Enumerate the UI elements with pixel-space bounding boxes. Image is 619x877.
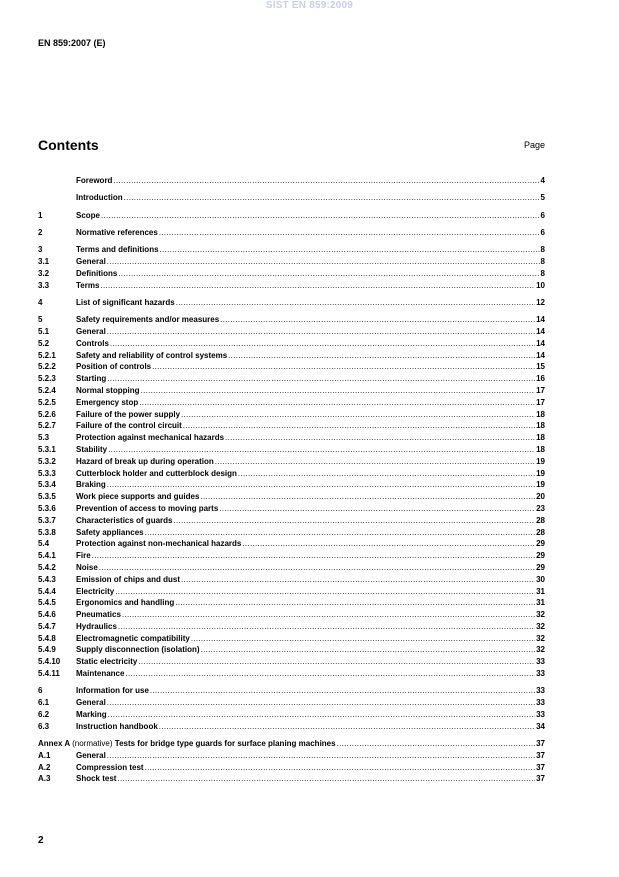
toc-entry-number: 5.4.9 xyxy=(38,645,56,655)
toc-entry[interactable] xyxy=(38,574,545,586)
toc-entry-title: Foreword xyxy=(76,176,113,185)
toc-leader-dots xyxy=(108,444,535,456)
toc-leader-dots xyxy=(228,350,535,362)
toc-entry[interactable] xyxy=(38,597,545,609)
toc-entry[interactable] xyxy=(38,479,545,491)
toc-leader-dots xyxy=(175,597,535,609)
contents-title: Contents xyxy=(38,137,99,153)
toc-entry-number: 5.4.10 xyxy=(38,657,61,667)
toc-entry-title: Safety and reliability of control systems xyxy=(76,350,228,360)
toc-entry[interactable] xyxy=(38,444,545,456)
toc-entry-title: Failure of the power supply xyxy=(76,409,181,419)
toc-entry-number: 5.3 xyxy=(38,433,50,443)
toc-entry-number: 5.4.8 xyxy=(38,633,56,643)
toc-entry-title: General xyxy=(76,256,106,266)
toc-leader-dots xyxy=(220,314,535,326)
toc-entry-number: 5.2.7 xyxy=(38,421,56,431)
toc-entry[interactable] xyxy=(38,773,545,785)
toc-entry[interactable] xyxy=(38,709,545,721)
toc-leader-dots xyxy=(225,432,535,444)
toc-leader-dots xyxy=(159,721,535,733)
toc-entry-page: 18 xyxy=(536,409,545,419)
toc-entry[interactable] xyxy=(38,527,545,539)
toc-entry-page: 28 xyxy=(536,527,545,537)
toc-leader-dots xyxy=(101,210,540,222)
toc-leader-dots xyxy=(113,175,539,187)
toc-entry[interactable] xyxy=(38,420,545,432)
toc-leader-dots xyxy=(183,420,535,432)
toc-entry-title: Safety appliances xyxy=(76,527,144,537)
toc-entry[interactable] xyxy=(38,314,545,326)
toc-entry-page: 19 xyxy=(536,456,545,466)
toc-entry-title: General xyxy=(76,750,106,760)
toc-leader-dots xyxy=(181,574,535,586)
toc-leader-dots xyxy=(107,479,535,491)
toc-entry-number: 5.1 xyxy=(38,326,50,336)
toc-entry[interactable] xyxy=(38,268,545,280)
toc-entry[interactable] xyxy=(38,244,545,256)
toc-entry-number: 5.2.1 xyxy=(38,350,56,360)
toc-entry[interactable] xyxy=(38,762,545,774)
toc-entry[interactable] xyxy=(38,326,545,338)
toc-entry-number: 4 xyxy=(38,297,43,307)
toc-entry-title: Hydraulics xyxy=(76,621,117,631)
toc-leader-dots xyxy=(108,709,535,721)
toc-leader-dots xyxy=(337,738,536,750)
toc-leader-dots xyxy=(107,697,535,709)
annex-normative-label: (normative) xyxy=(72,739,113,749)
toc-entry[interactable] xyxy=(38,515,545,527)
toc-entry-number: 6.1 xyxy=(38,698,50,708)
toc-entry-number: 5.3.1 xyxy=(38,444,56,454)
toc-entry-title: Instruction handbook xyxy=(76,721,158,731)
toc-entry-page: 37 xyxy=(536,762,545,772)
toc-entry-page: 16 xyxy=(536,374,545,384)
toc-entry-title: Protection against non-mechanical hazards xyxy=(76,539,242,549)
toc-entry-number: 5.2.4 xyxy=(38,385,56,395)
toc-entry[interactable] xyxy=(38,685,545,697)
toc-entry-title: Characteristics of guards xyxy=(76,515,173,525)
toc-entry-title: Position of controls xyxy=(76,362,152,372)
toc-entry-title: Stability xyxy=(76,444,108,454)
toc-entry-page: 28 xyxy=(536,515,545,525)
toc-entry-page: 14 xyxy=(536,315,545,325)
toc-entry-number: A.1 xyxy=(38,750,51,760)
toc-entry-page: 8 xyxy=(540,245,545,255)
toc-entry[interactable] xyxy=(38,456,545,468)
toc-entry[interactable] xyxy=(38,562,545,574)
toc-entry-title: Static electricity xyxy=(76,657,138,667)
toc-entry-page: 37 xyxy=(536,750,545,760)
toc-entry-title: Hazard of break up during operation xyxy=(76,456,214,466)
toc-entry[interactable] xyxy=(38,468,545,480)
toc-entry-title: Protection against mechanical hazards xyxy=(76,433,225,443)
toc-entry-title: Normal stopping xyxy=(76,385,140,395)
toc-entry-page: 32 xyxy=(536,633,545,643)
toc-entry-page: 5 xyxy=(540,193,545,203)
toc-entry-page: 8 xyxy=(540,268,545,278)
document-id: EN 859:2007 (E) xyxy=(38,38,106,48)
toc-leader-dots xyxy=(107,326,535,338)
toc-entry-page: 4 xyxy=(540,176,545,185)
toc-entry[interactable] xyxy=(38,633,545,645)
toc-leader-dots xyxy=(107,256,540,268)
toc-entry-page: 29 xyxy=(536,551,545,561)
toc-entry-title: Electromagnetic compatibility xyxy=(76,633,190,643)
toc-entry-page: 33 xyxy=(536,698,545,708)
toc-annex-row[interactable] xyxy=(38,738,545,750)
toc-entry-title: Information for use xyxy=(76,686,149,696)
toc-entry[interactable] xyxy=(38,397,545,409)
toc-entry-number: 5.4 xyxy=(38,539,50,549)
toc-entry-title: Pneumatics xyxy=(76,610,121,620)
toc-entry-title: Noise xyxy=(76,562,98,572)
toc-entry-page: 33 xyxy=(536,669,545,679)
toc-entry[interactable] xyxy=(38,432,545,444)
toc-entry-title: Failure of the control circuit xyxy=(76,421,182,431)
toc-leader-dots xyxy=(219,503,535,515)
toc-entry[interactable] xyxy=(38,644,545,656)
toc-entry-number: 5.2.5 xyxy=(38,397,56,407)
toc-leader-dots xyxy=(181,409,535,421)
toc-leader-dots xyxy=(117,773,535,785)
toc-leader-dots xyxy=(152,361,535,373)
toc-entry[interactable] xyxy=(38,721,545,733)
toc-entry-number: 5.3.5 xyxy=(38,492,56,502)
toc-entry[interactable] xyxy=(38,538,545,550)
toc-entry-page: 29 xyxy=(536,539,545,549)
toc-entry-number: 5.4.7 xyxy=(38,621,56,631)
toc-entry-number: 5.2.2 xyxy=(38,362,56,372)
toc-entry[interactable] xyxy=(38,192,545,204)
toc-entry-title: Shock test xyxy=(76,774,117,784)
toc-entry-title: Prevention of access to moving parts xyxy=(76,503,219,513)
toc-entry-page: 14 xyxy=(536,338,545,348)
toc-entry-page: 29 xyxy=(536,562,545,572)
page-number: 2 xyxy=(38,835,44,846)
toc-entry-page: 34 xyxy=(536,721,545,731)
toc-entry-title: Compression test xyxy=(76,762,144,772)
toc-entry-number: 5.4.5 xyxy=(38,598,56,608)
page-column-label: Page xyxy=(523,140,545,150)
toc-entry[interactable] xyxy=(38,280,545,292)
toc-entry-page: 18 xyxy=(536,421,545,431)
toc-entry-number: 1 xyxy=(38,210,43,220)
toc-entry-number: 5.4.3 xyxy=(38,574,56,584)
toc-entry-title: Work piece supports and guides xyxy=(76,492,200,502)
toc-entry-number: 5.2.6 xyxy=(38,409,56,419)
toc-entry[interactable] xyxy=(38,491,545,503)
toc-entry-number: 5 xyxy=(38,315,43,325)
toc-leader-dots xyxy=(176,297,535,309)
toc-entry-page: 17 xyxy=(536,385,545,395)
toc-entry-number: 3 xyxy=(38,245,43,255)
toc-entry[interactable] xyxy=(38,297,545,309)
toc-entry[interactable] xyxy=(38,409,545,421)
toc-entry-title: List of significant hazards xyxy=(76,297,175,307)
toc-leader-dots xyxy=(107,373,535,385)
annex-title: Tests for bridge type guards for surface planing machines xyxy=(114,739,336,749)
toc-entry-title: Scope xyxy=(76,210,101,220)
toc-entry[interactable] xyxy=(38,656,545,668)
toc-entry-number: 5.2 xyxy=(38,338,50,348)
toc-entry-page: 18 xyxy=(536,444,545,454)
toc-entry-title: General xyxy=(76,326,106,336)
toc-entry-number: 5.4.2 xyxy=(38,562,56,572)
toc-entry[interactable] xyxy=(38,175,545,187)
annex-prefix: Annex A xyxy=(38,739,70,749)
toc-entry-number: 5.3.3 xyxy=(38,468,56,478)
toc-entry-page: 10 xyxy=(536,280,545,290)
toc-entry-page: 32 xyxy=(536,621,545,631)
toc-entry[interactable] xyxy=(38,750,545,762)
toc-entry[interactable] xyxy=(38,373,545,385)
table-of-contents xyxy=(38,175,545,785)
toc-entry[interactable] xyxy=(38,361,545,373)
toc-leader-dots xyxy=(124,192,540,204)
toc-entry[interactable] xyxy=(38,227,545,239)
toc-leader-dots xyxy=(100,280,535,292)
toc-entry-number: 6.3 xyxy=(38,721,50,731)
toc-entry-title: Emergency stop xyxy=(76,397,139,407)
toc-leader-dots xyxy=(118,268,539,280)
toc-entry-title: Fire xyxy=(76,551,91,561)
toc-leader-dots xyxy=(115,586,535,598)
toc-entry[interactable] xyxy=(38,503,545,515)
toc-entry-title: Maintenance xyxy=(76,669,125,679)
toc-entry-page: 37 xyxy=(536,739,545,749)
toc-leader-dots xyxy=(110,338,535,350)
toc-leader-dots xyxy=(215,456,535,468)
toc-entry[interactable] xyxy=(38,385,545,397)
toc-entry-title: Controls xyxy=(76,338,109,348)
toc-leader-dots xyxy=(145,527,536,539)
toc-entry-title: General xyxy=(76,698,106,708)
toc-entry-title: Safety requirements and/or measures xyxy=(76,315,220,325)
toc-entry-number: 2 xyxy=(38,227,43,237)
toc-entry-page: 14 xyxy=(536,350,545,360)
toc-leader-dots xyxy=(159,227,540,239)
toc-entry-page: 23 xyxy=(536,503,545,513)
toc-leader-dots xyxy=(145,762,536,774)
toc-entry-number: 6.2 xyxy=(38,709,50,719)
toc-entry-title: Cutterblock holder and cutterblock design xyxy=(76,468,237,478)
watermark: SIST EN 859:2009 xyxy=(265,0,354,11)
toc-entry-number: 5.2.3 xyxy=(38,374,56,384)
toc-entry-number: 3.1 xyxy=(38,256,50,266)
toc-entry-number: 6 xyxy=(38,686,43,696)
toc-entry-title: Terms and definitions xyxy=(76,245,159,255)
toc-entry-number: A.3 xyxy=(38,774,51,784)
toc-leader-dots xyxy=(99,562,535,574)
toc-entry-page: 33 xyxy=(536,709,545,719)
toc-entry-number: 5.4.4 xyxy=(38,586,56,596)
toc-entry[interactable] xyxy=(38,609,545,621)
toc-entry-number: 5.3.4 xyxy=(38,480,56,490)
toc-entry-title: Electricity xyxy=(76,586,115,596)
toc-entry-title: Starting xyxy=(76,374,107,384)
toc-entry-page: 6 xyxy=(540,210,545,220)
toc-entry-page: 8 xyxy=(540,256,545,266)
toc-entry-number: 3.3 xyxy=(38,280,50,290)
toc-entry-page: 32 xyxy=(536,610,545,620)
toc-entry[interactable] xyxy=(38,338,545,350)
toc-entry-title: Braking xyxy=(76,480,106,490)
toc-leader-dots xyxy=(160,244,540,256)
toc-leader-dots xyxy=(173,515,535,527)
toc-leader-dots xyxy=(138,656,535,668)
toc-entry-page: 33 xyxy=(536,686,545,696)
toc-entry-page: 17 xyxy=(536,397,545,407)
toc-entry-page: 14 xyxy=(536,326,545,336)
toc-entry-number: A.2 xyxy=(38,762,51,772)
toc-entry-page: 19 xyxy=(536,480,545,490)
toc-entry-title: Marking xyxy=(76,709,107,719)
toc-entry[interactable] xyxy=(38,350,545,362)
toc-entry[interactable] xyxy=(38,586,545,598)
toc-entry-page: 12 xyxy=(536,297,545,307)
toc-entry-title: Emission of chips and dust xyxy=(76,574,181,584)
toc-entry[interactable] xyxy=(38,210,545,222)
toc-leader-dots xyxy=(242,538,535,550)
toc-entry-title: Introduction xyxy=(76,193,123,203)
toc-entry-number: 5.3.6 xyxy=(38,503,56,513)
toc-entry-title: Normative references xyxy=(76,227,158,237)
toc-entry[interactable] xyxy=(38,256,545,268)
toc-entry[interactable] xyxy=(38,621,545,633)
toc-entry-page: 31 xyxy=(536,586,545,596)
toc-entry-page: 32 xyxy=(536,645,545,655)
toc-entry-title xyxy=(38,738,336,750)
toc-entry-title: Definitions xyxy=(76,268,118,278)
toc-entry-title: Supply disconnection (isolation) xyxy=(76,645,200,655)
toc-leader-dots xyxy=(191,633,535,645)
toc-entry[interactable] xyxy=(38,550,545,562)
toc-leader-dots xyxy=(150,685,535,697)
toc-leader-dots xyxy=(141,385,536,397)
toc-leader-dots xyxy=(122,609,535,621)
toc-leader-dots xyxy=(238,468,535,480)
toc-entry-title: Ergonomics and handling xyxy=(76,598,175,608)
toc-entry-page: 6 xyxy=(540,227,545,237)
toc-leader-dots xyxy=(92,550,535,562)
toc-entry-number: 5.4.6 xyxy=(38,610,56,620)
toc-entry[interactable] xyxy=(38,668,545,680)
toc-entry-page: 19 xyxy=(536,468,545,478)
toc-entry[interactable] xyxy=(38,697,545,709)
toc-entry-number: 5.4.1 xyxy=(38,551,56,561)
toc-leader-dots xyxy=(125,668,535,680)
toc-entry-title: Terms xyxy=(76,280,100,290)
toc-entry-number: 3.2 xyxy=(38,268,50,278)
toc-entry-number: 5.3.8 xyxy=(38,527,56,537)
toc-leader-dots xyxy=(200,491,535,503)
toc-entry-page: 18 xyxy=(536,433,545,443)
toc-entry-page: 20 xyxy=(536,492,545,502)
toc-entry-page: 30 xyxy=(536,574,545,584)
toc-leader-dots xyxy=(201,644,536,656)
toc-entry-page: 15 xyxy=(536,362,545,372)
toc-leader-dots xyxy=(139,397,535,409)
toc-entry-number: 5.3.2 xyxy=(38,456,56,466)
toc-entry-page: 31 xyxy=(536,598,545,608)
toc-entry-page: 37 xyxy=(536,774,545,784)
toc-entry-number: 5.3.7 xyxy=(38,515,56,525)
toc-leader-dots xyxy=(107,750,535,762)
toc-leader-dots xyxy=(118,621,535,633)
toc-entry-number: 5.4.11 xyxy=(38,669,60,679)
toc-entry-page: 33 xyxy=(536,657,545,667)
